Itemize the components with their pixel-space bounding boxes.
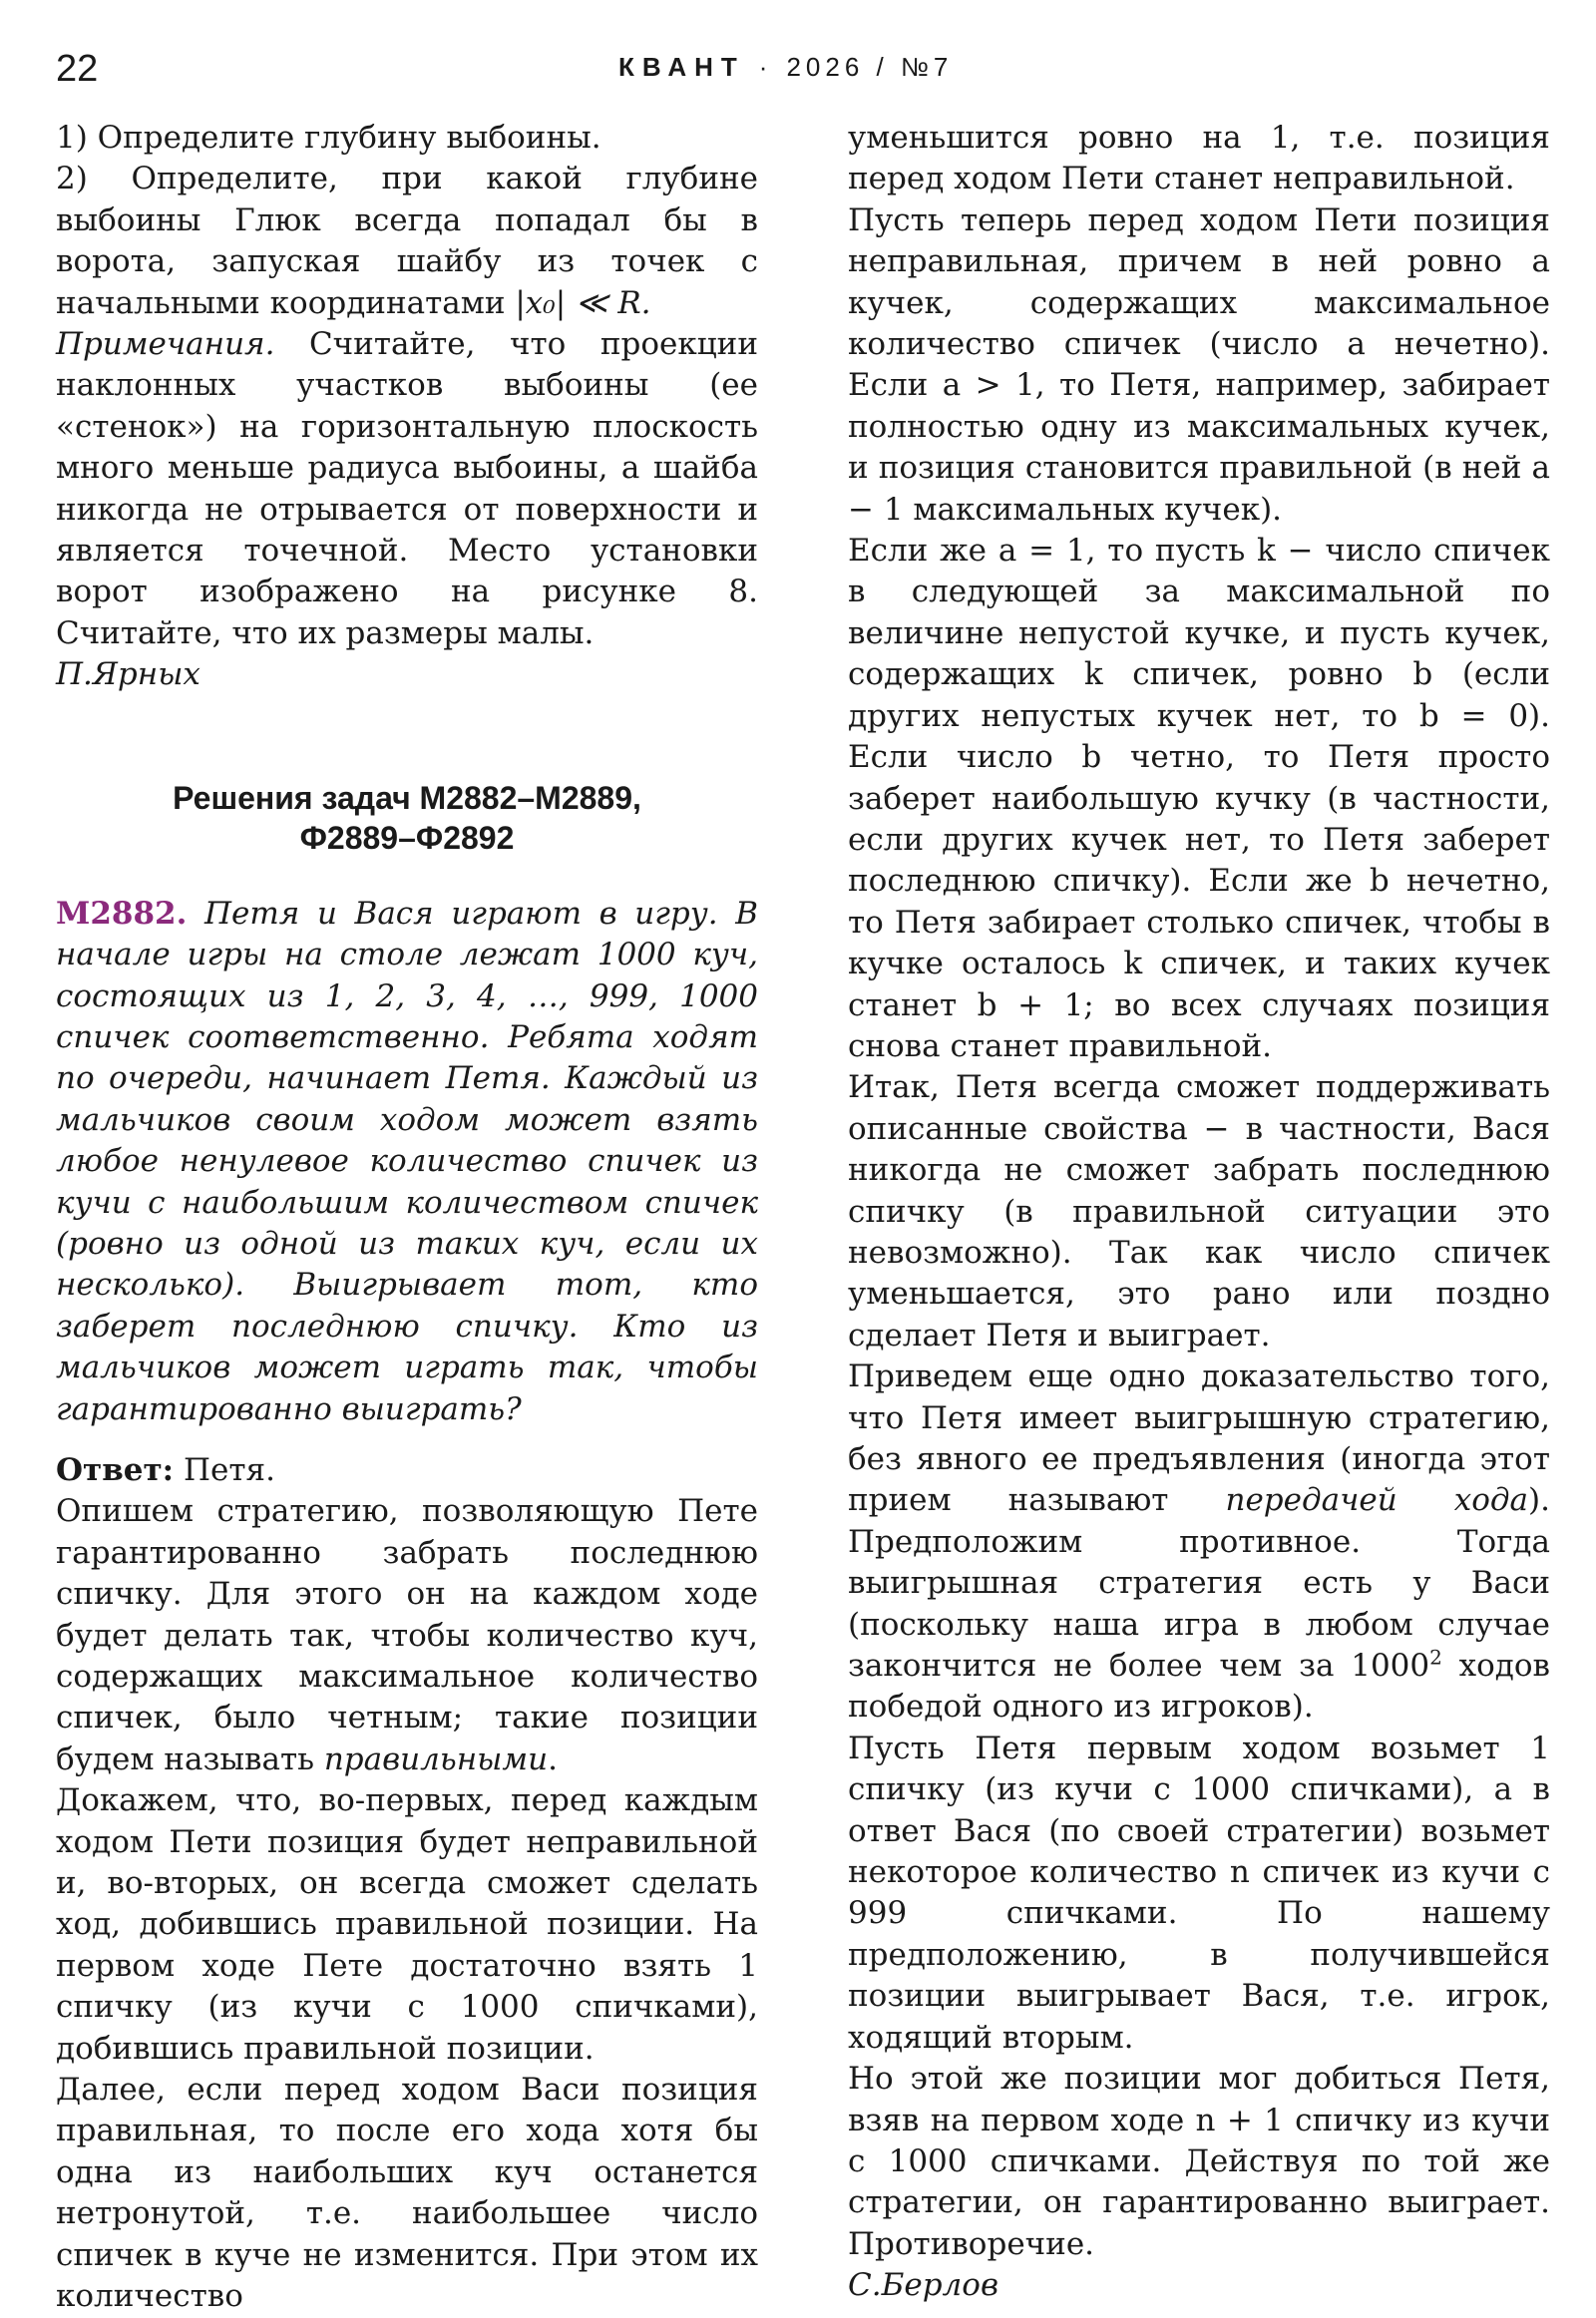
- note-label: Примечания.: [56, 326, 275, 363]
- header-separator: ·: [758, 52, 773, 82]
- solution-paragraph-1-end: .: [548, 1740, 558, 1777]
- section-heading: [56, 778, 758, 858]
- solution-paragraph-5: Пусть теперь перед ходом Пети позиция неправильная, причем в ней ровно a кучек, содержащих максимальное количество спичек (число a нечетно). Если a > 1, то Петя, например, забирает полностью одну из максимальных кучек, и позиция становится правильной (в ней a − 1 максимальных кучек).: [848, 201, 1550, 528]
- left-column: [56, 118, 758, 2318]
- question-1: 1) Определите глубину выбоины.: [56, 120, 601, 156]
- answer-label: Ответ:: [56, 1451, 175, 1488]
- running-header: [56, 44, 1542, 96]
- solution-paragraph-1-text: Опишем стратегию, позволяющую Пете гарантированно забрать последнюю спичку. Для этого он на каждом ходе будет делать так, чтобы количество куч, содержащих максимальное количество спичек, было четным; такие позиции будем называть: [56, 1493, 758, 1777]
- solution-paragraph-3: Далее, если перед ходом Васи позиция правильная, то после его хода хотя бы одна из наибольших куч останется нетронутой, т.е. наибольшее число спичек в куче не изменится. При этом их количество: [56, 2072, 758, 2315]
- journal-running-title: [618, 52, 953, 83]
- problem-statement: [56, 894, 758, 1430]
- author-signature-1: П.Ярных: [56, 656, 200, 693]
- solution-paragraph-4: уменьшится ровно на 1, т.е. позиция перед ходом Пети станет неправильной.: [848, 120, 1550, 197]
- answer-line: [56, 1450, 758, 1491]
- solution-paragraph-8-text: Приведем еще одно доказательство того, что Петя имеет выигрышную стратегию, без явного ее предъявления (иногда этот прием называют: [848, 1358, 1550, 1519]
- solution-paragraph-8-mid: ). Предположим противное. Тогда выигрышная стратегия есть у Васи (поскольку наша игра в любом случае закончится не более чем за 1000: [848, 1482, 1550, 1685]
- solution-paragraph-1: [56, 1491, 758, 1780]
- solution-paragraph-6: Если же a = 1, то пусть k − число спичек в следующей за максимальной по величине непустой кучке, и пусть кучек, содержащих k спичек, ровно b (если других непустых кучек нет, то b = 0). Если число b четно, то Петя просто заберет наибольшую кучку (в частности, если других кучек нет, то Петя заберет последнюю спичку). Если же b нечетно, то Петя забирает столько спичек, чтобы в кучке осталось k спичек, и таких кучек станет b + 1; во всех случаях позиция снова станет правильной.: [848, 533, 1550, 1064]
- note-text: Считайте, что проекции наклонных участков выбоины (ее «стенок») на горизонтальную плоскость много меньше радиуса выбоины, а шайба никогда не отрывается от поверхности и является точечной. Место установки ворот изображено на рисунке 8. Считайте, что их размеры малы.: [56, 326, 758, 651]
- question-2: [56, 159, 758, 324]
- solution-paragraph-9: Пусть Петя первым ходом возьмет 1 спичку (из кучи с 1000 спичками), а в ответ Вася (по своей стратегии) возьмет некоторое количество n спичек из кучи с 999 спичками. По нашему предположению, в получившейся позиции выигрывает Вася, т.е. игрок, ходящий вторым.: [848, 1730, 1550, 2056]
- section-heading-line-2: Ф2889–Ф2892: [299, 819, 515, 856]
- question-2-text: 2) Определите, при какой глубине выбоины Глюк всегда попадал бы в ворота, запуская шайбу из точек с начальными координатами: [56, 161, 758, 321]
- solution-paragraph-8-end: ходов победой одного из игроков).: [848, 1648, 1550, 1726]
- journal-name: КВАНТ: [618, 52, 745, 82]
- term-correct-positions: правильными: [323, 1740, 549, 1777]
- page-number: 22: [56, 48, 99, 90]
- answer-text: Петя.: [174, 1451, 275, 1488]
- right-column: [848, 118, 1550, 2307]
- solution-paragraph-2: Докажем, что, во-первых, перед каждым ходом Пети позиция будет неправильной и, во-вторых, он всегда сможет сделать ход, добившись правильной позиции. На первом ходе Пете достаточно взять 1 спичку (из кучи с 1000 спичками), добившись правильной позиции.: [56, 1782, 758, 2067]
- note-paragraph: [56, 324, 758, 654]
- question-2-formula: |x₀| ≪ R.: [515, 284, 651, 321]
- problem-text: Петя и Вася играют в игру. В начале игры на столе лежат 1000 куч, состоящих из 1, 2, 3, 4, …, 999, 1000 спичек соответственно. Ребята ходят по очереди, начинает Петя. Каждый из мальчиков своим ходом может взять любое ненулевое количество спичек из кучи с наибольшим количеством спичек (ровно из одной из таких куч, если их несколько). Выигрывает тот, кто заберет последнюю спичку. Кто из мальчиков может играть так, чтобы гарантированно выиграть?: [56, 895, 758, 1427]
- solution-paragraph-7: Итак, Петя всегда сможет поддерживать описанные свойства − в частности, Вася никогда не сможет забрать последнюю спичку (в правильной ситуации это невозможно). Так как число спичек уменьшается, это рано или поздно сделает Петя и выиграет.: [848, 1069, 1550, 1353]
- solution-paragraph-10: Но этой же позиции мог добиться Петя, взяв на первом ходе n + 1 спичку из кучи с 1000 спичками. Действуя по той же стратегии, он гарантированно выиграет. Противоречие.: [848, 2061, 1550, 2262]
- term-move-passing: передачей хода: [1225, 1482, 1529, 1519]
- author-signature-2: С.Берлов: [848, 2267, 998, 2304]
- section-heading-line-1: Решения задач М2882–М2889,: [173, 779, 641, 816]
- exponent: 2: [1429, 1645, 1442, 1670]
- issue-number: 2026 / №7: [786, 52, 954, 82]
- solution-paragraph-8: [848, 1356, 1550, 1729]
- problem-id: М2882.: [56, 895, 188, 932]
